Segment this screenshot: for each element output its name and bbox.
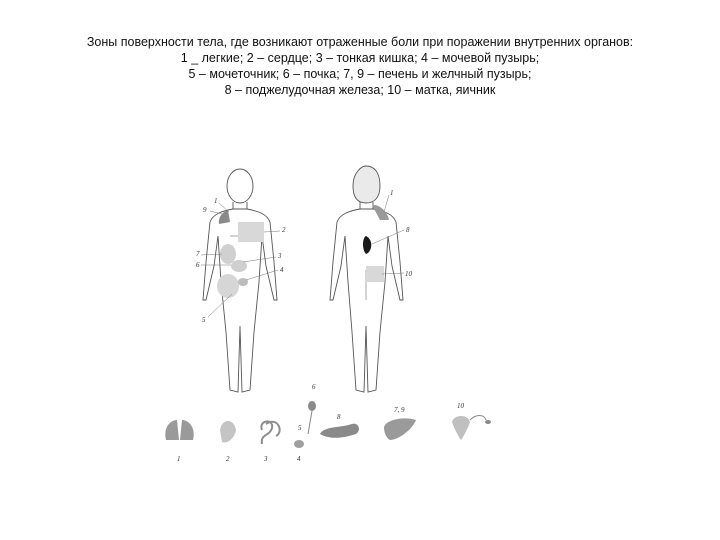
caption-line-1: Зоны поверхности тела, где возникают отраженные боли при поражении внутренних органов: (86, 35, 634, 49)
organ-bladder (294, 440, 304, 448)
organ-label-10: 10 (457, 402, 464, 410)
back-label-8: 8 (406, 226, 410, 234)
front-label-9: 9 (203, 206, 207, 214)
organ-label-7-9: 7, 9 (394, 406, 405, 414)
front-label-6: 6 (196, 261, 200, 269)
organ-uterus-ovary (452, 416, 491, 441)
caption-line-3: 5 – мочеточник; 6 – почка; 7, 9 – печень и желчный пузырь; (188, 67, 532, 81)
organ-label-8: 8 (337, 413, 341, 421)
organ-heart (220, 421, 236, 443)
front-label-5: 5 (202, 316, 206, 324)
back-label-1: 1 (390, 189, 394, 197)
caption-line-4: 8 – поджелудочная железа; 10 – матка, яичник (224, 83, 496, 97)
organ-labels (177, 383, 465, 463)
organ-liver (384, 418, 416, 440)
organ-ureter-kidney (308, 401, 316, 434)
organ-label-4: 4 (297, 455, 301, 463)
organ-label-3: 3 (264, 455, 268, 463)
front-label-3: 3 (278, 252, 282, 260)
organ-lungs (165, 420, 193, 440)
back-label-10: 10 (405, 270, 412, 278)
front-label-7: 7 (196, 250, 200, 258)
organ-label-2: 2 (226, 455, 230, 463)
front-label-2: 2 (282, 226, 286, 234)
organ-label-6: 6 (312, 383, 316, 391)
organ-label-1: 1 (177, 455, 181, 463)
organ-label-5: 5 (298, 424, 302, 432)
caption-line-2: 1 _ легкие; 2 – сердце; 3 – тонкая кишка; 4 – мочевой пузырь; (180, 51, 540, 65)
organ-pancreas (320, 424, 359, 438)
organ-small-intestine (261, 421, 279, 444)
front-label-1: 1 (214, 197, 218, 205)
front-label-4: 4 (280, 266, 284, 274)
